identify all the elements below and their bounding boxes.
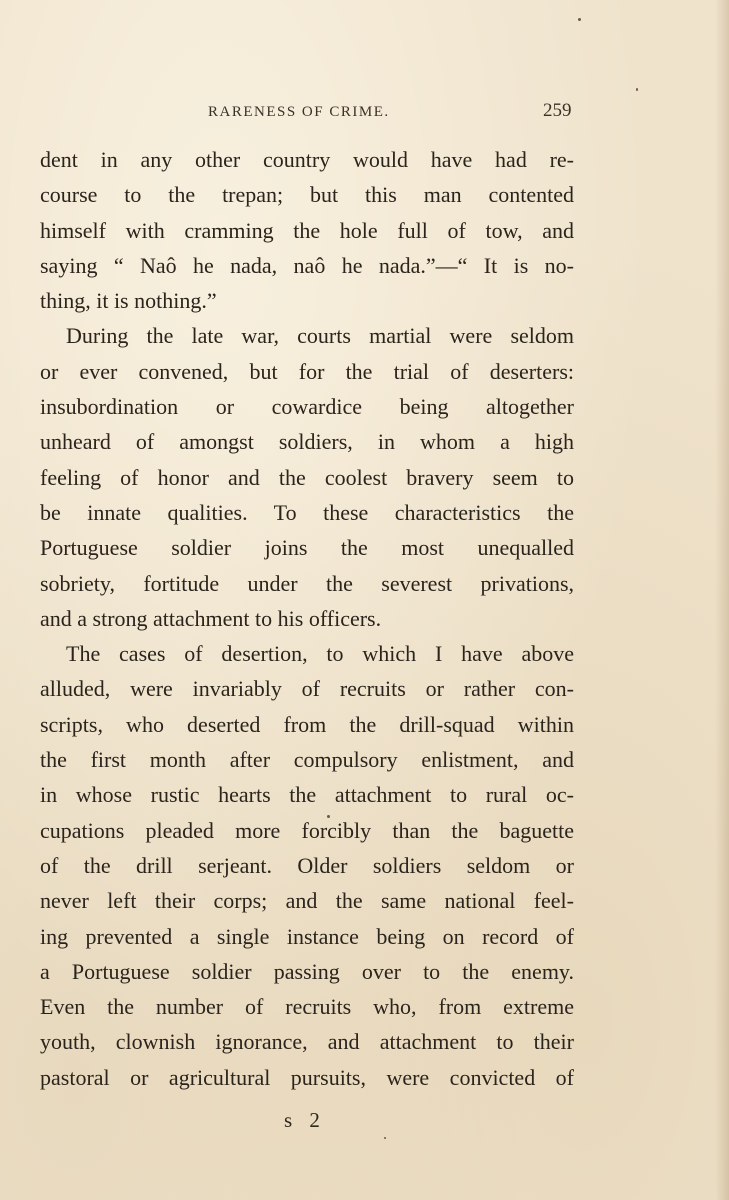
text-line: course to the trepan; but this man contented: [40, 182, 574, 208]
text-line: in whose rustic hearts the attachment to rural oc-: [40, 782, 574, 808]
text-line: ing prevented a single instance being on record of: [40, 923, 574, 949]
text-line: thing, it is nothing.”: [40, 288, 217, 314]
text-line: Portuguese soldier joins the most unequalled: [40, 535, 574, 561]
text-line: cupations pleaded more forcibly than the baguette: [40, 817, 574, 843]
text-line: of the drill serjeant. Older soldiers seldom or: [40, 852, 574, 878]
text-line: sobriety, fortitude under the severest privations,: [40, 570, 574, 596]
text-line: never left their corps; and the same national feel-: [40, 888, 574, 914]
text-line: and a strong attachment to his officers.: [40, 605, 382, 631]
paper-speck: [384, 1137, 386, 1139]
paper-speck: [578, 18, 581, 21]
text-line: pastoral or agricultural pursuits, were convicted of: [40, 1064, 574, 1090]
text-line: a Portuguese soldier passing over to the enemy.: [40, 958, 574, 984]
paper-speck: [327, 815, 330, 818]
text-line: alluded, were invariably of recruits or rather con-: [40, 676, 574, 702]
text-line: scripts, who deserted from the drill-squad within: [40, 711, 574, 737]
text-line: himself with cramming the hole full of tow, and: [40, 217, 574, 243]
text-line: saying “ Naô he nada, naô he nada.”—“ It is no-: [40, 252, 574, 278]
page-edge-shadow: [715, 0, 729, 1200]
signature-mark: s 2: [284, 1108, 326, 1132]
text-line: be innate qualities. To these characteristics the: [40, 499, 574, 525]
text-line: the first month after compulsory enlistment, and: [40, 747, 574, 773]
text-line: feeling of honor and the coolest bravery seem to: [40, 464, 574, 490]
text-line: unheard of amongst soldiers, in whom a high: [40, 429, 574, 455]
text-line: dent in any other country would have had re-: [40, 147, 574, 172]
page-number: 259: [543, 100, 572, 121]
text-line: or ever convened, but for the trial of deserters:: [40, 358, 574, 384]
body-text: [40, 142, 574, 1095]
paper-speck: [636, 88, 638, 91]
text-line: insubordination or cowardice being altogether: [40, 394, 574, 420]
text-line: During the late war, courts martial were seldom: [66, 323, 574, 349]
running-head-title: RARENESS OF CRIME.: [208, 104, 390, 120]
text-line: youth, clownish ignorance, and attachment to their: [40, 1029, 574, 1055]
text-line: Even the number of recruits who, from extreme: [40, 994, 574, 1020]
text-line: The cases of desertion, to which I have above: [66, 641, 574, 667]
